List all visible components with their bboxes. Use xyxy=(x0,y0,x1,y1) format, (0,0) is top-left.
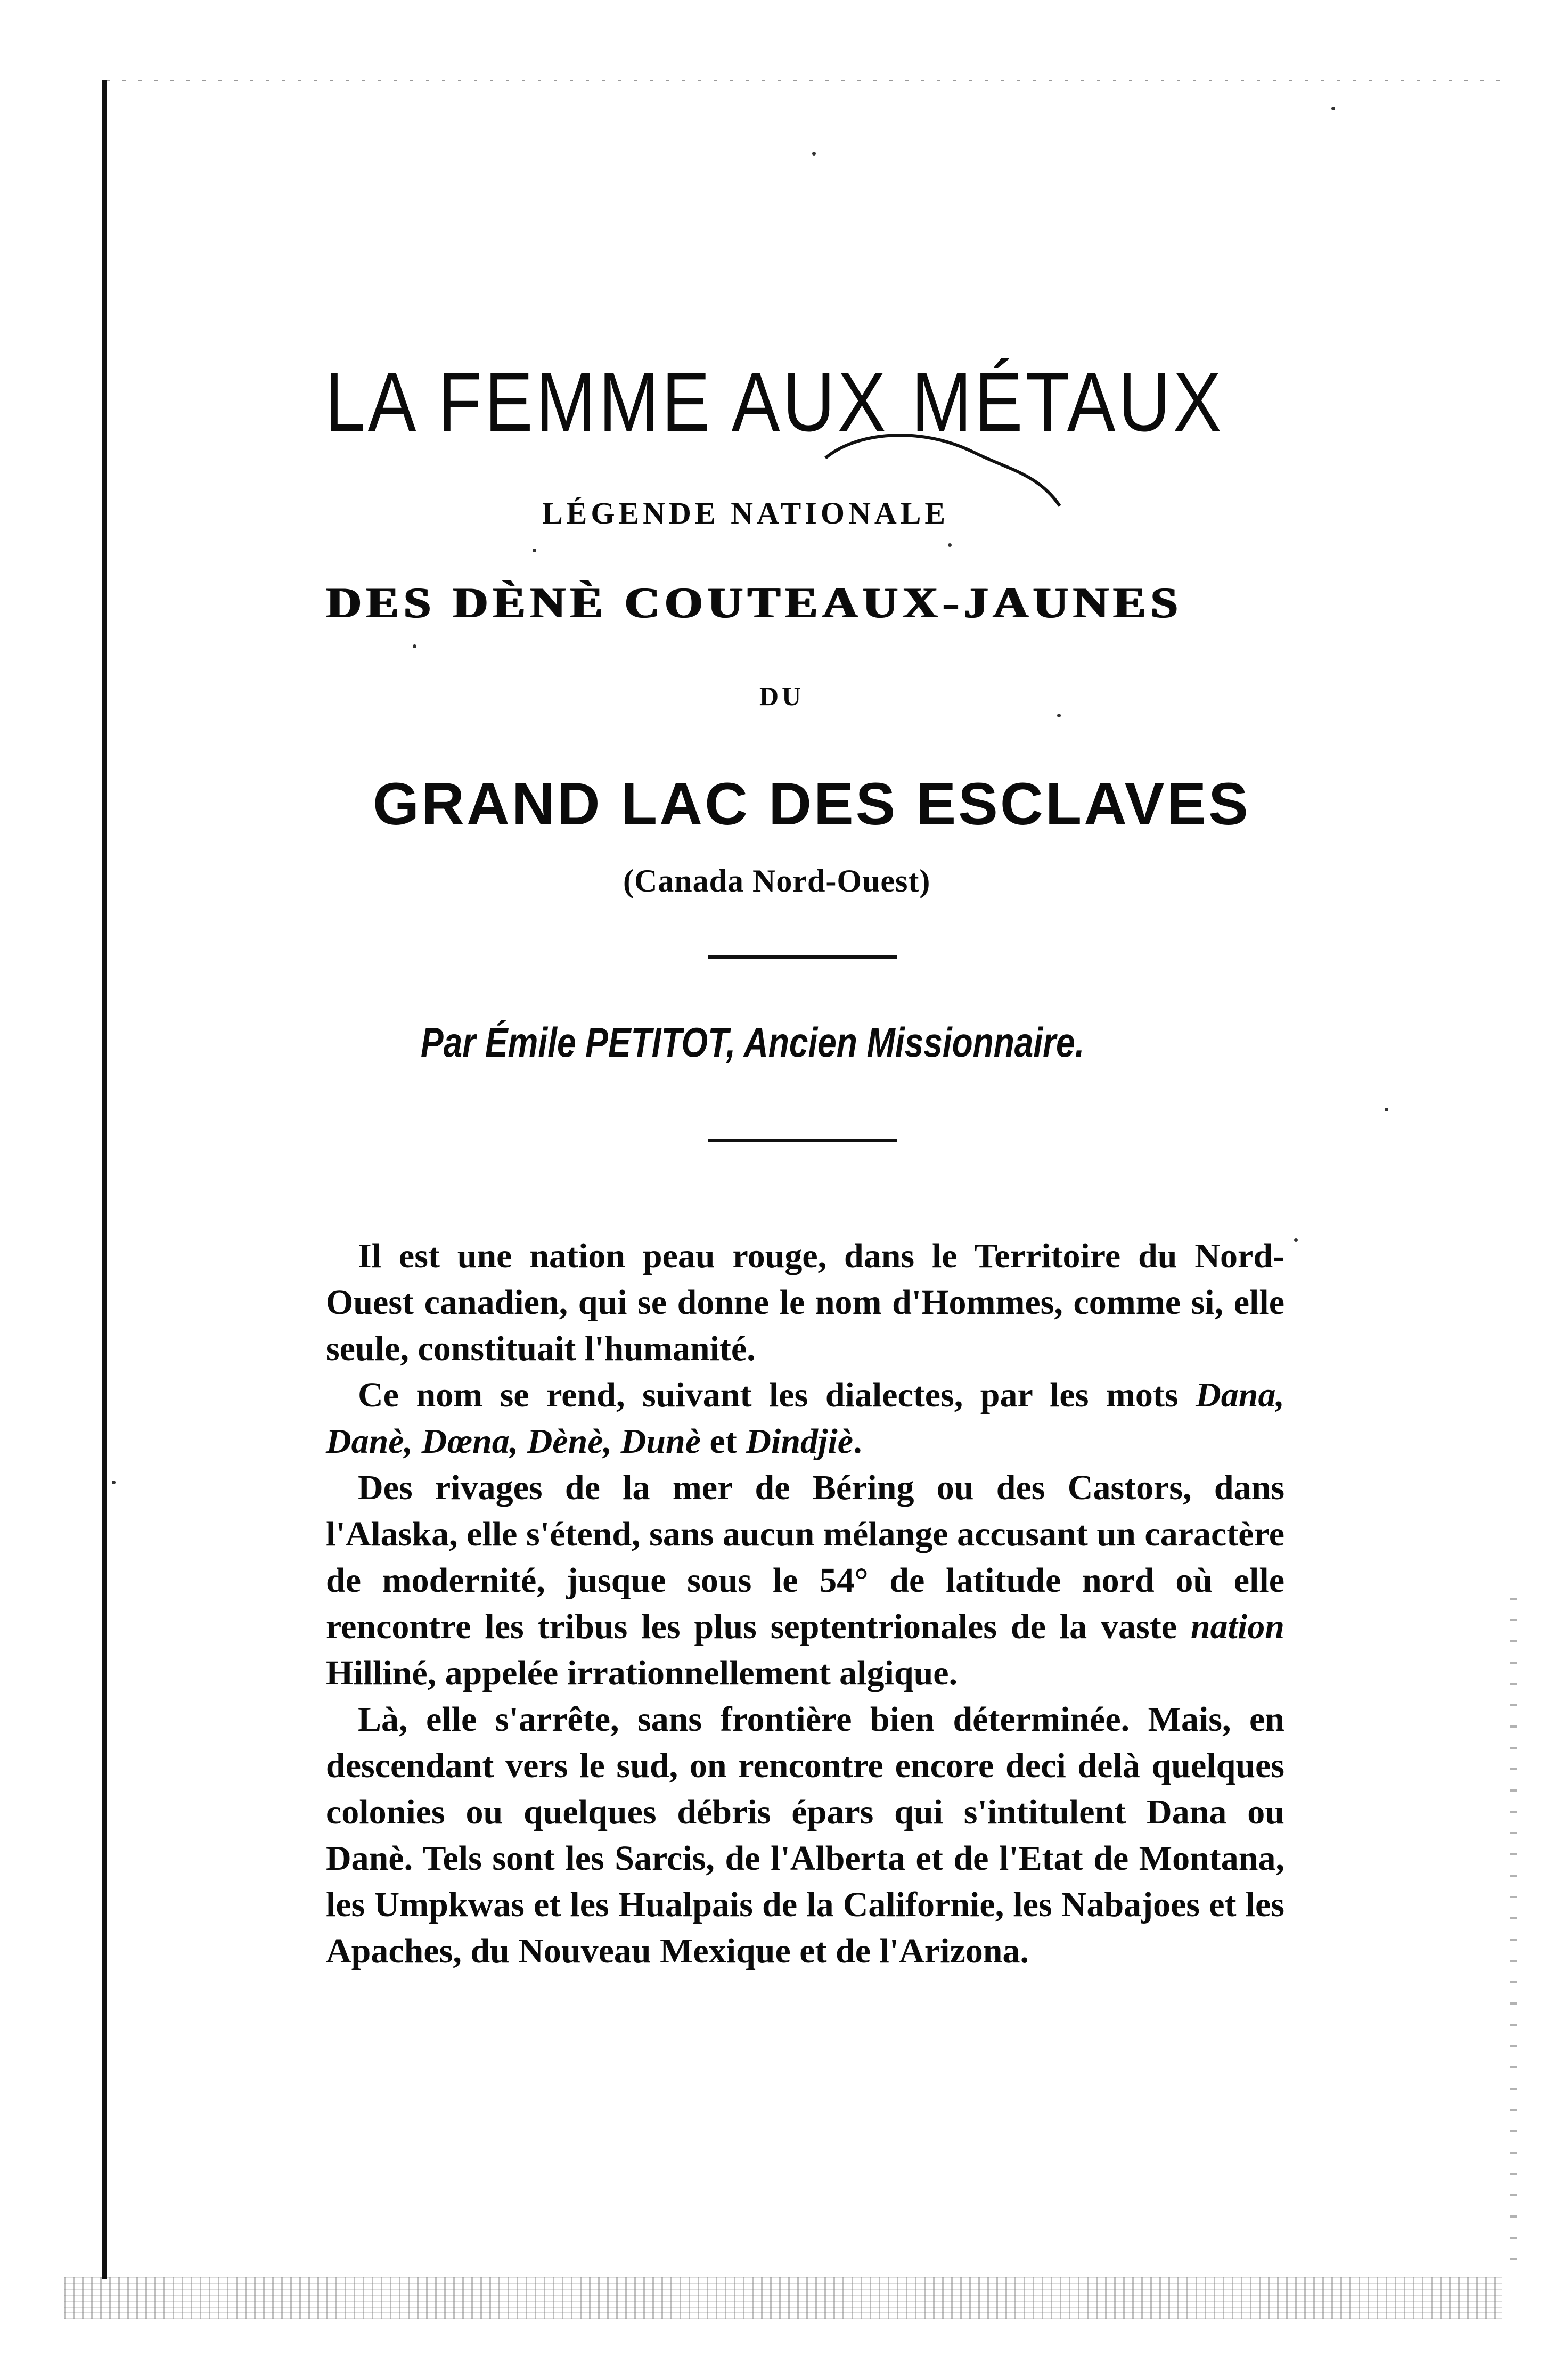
dialect-terms: Dana, Danè, Dœna, Dènè, Dunè xyxy=(326,1376,1284,1461)
divider-rule xyxy=(708,955,897,959)
speck xyxy=(1294,1238,1298,1242)
speck xyxy=(1331,107,1335,110)
page-top-edge xyxy=(107,80,1502,81)
speck xyxy=(812,152,816,156)
paragraph-text: Ce nom se rend, suivant les dialectes, par les mots xyxy=(358,1376,1179,1414)
speck xyxy=(413,644,416,648)
page-left-border xyxy=(102,80,107,2279)
paragraph: Il est une nation peau rouge, dans le Territoire du Nord-Ouest canadien, qui se donne le nom d'Hommes, comme si, elle seule, constituait l'humanité. xyxy=(326,1237,1284,1368)
italic-word: nation xyxy=(1190,1607,1285,1646)
body-text xyxy=(326,1233,1284,1974)
paragraph-text: et xyxy=(709,1422,737,1461)
paragraph-text: Hilliné, appelée irrationnellement algique. xyxy=(326,1654,958,1692)
page-bottom-noise xyxy=(64,2277,1502,2319)
document-title: LA FEMME AUX MÉTAUX xyxy=(325,355,1224,449)
author-line: Par Émile PETITOT, Ancien Missionnaire. xyxy=(421,1019,1085,1066)
subtitle-du: DU xyxy=(759,681,805,711)
dialect-term-last: Dindjiè xyxy=(746,1422,853,1461)
subtitle-legend: LÉGENDE NATIONALE xyxy=(542,496,950,530)
speck xyxy=(1057,714,1061,717)
paragraph-text: . xyxy=(853,1422,862,1461)
speck xyxy=(1385,1108,1388,1111)
subtitle-people: DES DÈNÈ COUTEAUX-JAUNES xyxy=(326,578,1183,627)
paragraph xyxy=(326,1372,1284,1465)
paragraph: Là, elle s'arrête, sans frontière bien déterminée. Mais, en descendant vers le sud, on rencontre encore deci delà quelques colonies ou quelques débris épars qui s'intitulent Dana ou Danè. Tels sont les Sarcis, de l'Alberta et de l'Etat de Montana, les Umpkwas et les Hualpais de la Californie, les Nabajoes et les Apaches, du Nouveau Mexique et de l'Arizona. xyxy=(326,1700,1284,1970)
paragraph xyxy=(326,1465,1284,1696)
location-heading: GRAND LAC DES ESCLAVES xyxy=(373,771,1250,837)
region-line: (Canada Nord-Ouest) xyxy=(623,863,931,898)
speck xyxy=(112,1481,116,1484)
page-right-edge xyxy=(1510,1598,1517,2263)
speck xyxy=(948,543,952,547)
paragraph-text: Des rivages de la mer de Béring ou des Castors, dans l'Alaska, elle s'étend, sans aucun mélange accusant un caractère de modernité, jusque sous le 54° de latitude nord où elle rencontre les tribus les plus septentrionales de la vaste xyxy=(326,1468,1284,1646)
speck xyxy=(533,549,536,552)
divider-rule xyxy=(708,1139,897,1142)
